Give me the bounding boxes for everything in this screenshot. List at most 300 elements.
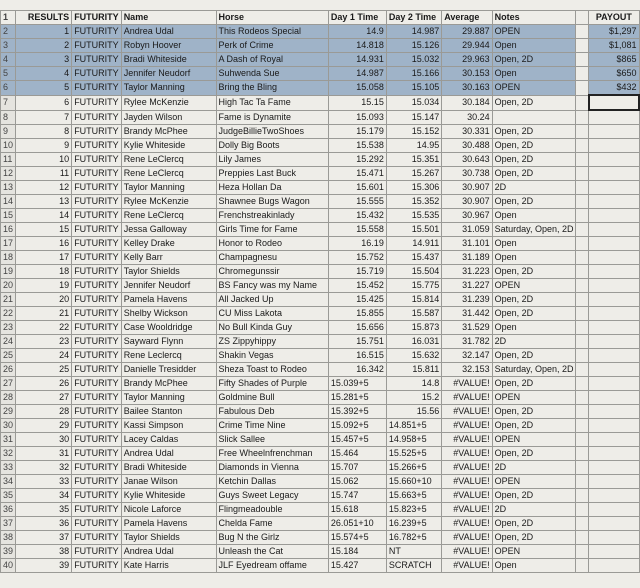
day1-time-cell[interactable]: 15.092+5 [328,419,386,433]
row-number-cell[interactable]: 13 [1,181,16,195]
average-cell[interactable]: 31.529 [442,321,492,335]
average-cell[interactable]: 30.907 [442,195,492,209]
notes-cell[interactable]: Open, 2D [492,447,576,461]
average-cell[interactable]: 31.223 [442,265,492,279]
result-place-cell[interactable]: 28 [16,405,72,419]
horse-cell[interactable]: Bring the Bling [216,81,328,96]
average-cell[interactable]: 30.153 [442,67,492,81]
futurity-cell[interactable]: FUTURITY [72,391,122,405]
horse-cell[interactable]: Unleash the Cat [216,545,328,559]
name-cell[interactable]: Kassi Simpson [121,419,216,433]
payout-cell[interactable]: $1,081 [589,39,639,53]
notes-cell[interactable]: Open, 2D [492,405,576,419]
futurity-cell[interactable]: FUTURITY [72,139,122,153]
name-cell[interactable]: Kate Harris [121,559,216,573]
name-cell[interactable]: Jennifer Neudorf [121,279,216,293]
name-cell[interactable]: Rylee McKenzie [121,95,216,110]
futurity-cell[interactable]: FUTURITY [72,251,122,265]
notes-cell[interactable]: Open, 2D [492,531,576,545]
average-cell[interactable]: 30.24 [442,110,492,125]
day1-time-cell[interactable]: 26.051+10 [328,517,386,531]
average-cell[interactable]: 30.331 [442,125,492,139]
row-number-cell[interactable]: 34 [1,475,16,489]
futurity-cell[interactable]: FUTURITY [72,335,122,349]
name-cell[interactable]: Janae Wilson [121,475,216,489]
notes-cell[interactable]: Open [492,559,576,573]
day2-header[interactable]: Day 2 Time [386,11,441,25]
notes-cell[interactable]: Open, 2D [492,195,576,209]
day2-time-cell[interactable]: 16.239+5 [386,517,441,531]
average-cell[interactable]: 31.227 [442,279,492,293]
payout-cell[interactable] [589,237,639,251]
notes-cell[interactable]: OPEN [492,475,576,489]
row-number-cell[interactable]: 19 [1,265,16,279]
average-cell[interactable]: 30.163 [442,81,492,96]
futurity-cell[interactable]: FUTURITY [72,559,122,573]
futurity-cell[interactable]: FUTURITY [72,503,122,517]
horse-cell[interactable]: Heza Hollan Da [216,181,328,195]
row-number-cell[interactable]: 15 [1,209,16,223]
result-place-cell[interactable]: 17 [16,251,72,265]
row-number-cell[interactable]: 23 [1,321,16,335]
average-cell[interactable]: 30.643 [442,153,492,167]
result-place-cell[interactable]: 11 [16,167,72,181]
payout-cell[interactable] [589,195,639,209]
day1-time-cell[interactable]: 15.747 [328,489,386,503]
day1-time-cell[interactable]: 15.855 [328,307,386,321]
name-cell[interactable]: Andrea Udal [121,25,216,39]
day1-time-cell[interactable]: 15.039+5 [328,377,386,391]
result-place-cell[interactable]: 34 [16,489,72,503]
result-place-cell[interactable]: 15 [16,223,72,237]
horse-cell[interactable]: Crime Time Nine [216,419,328,433]
payout-cell[interactable]: $650 [589,67,639,81]
day2-time-cell[interactable]: 15.105 [386,81,441,96]
day2-time-cell[interactable]: NT [386,545,441,559]
day2-time-cell[interactable]: 15.147 [386,110,441,125]
day1-time-cell[interactable]: 14.931 [328,53,386,67]
payout-cell[interactable] [589,181,639,195]
day2-time-cell[interactable]: 15.504 [386,265,441,279]
futurity-cell[interactable]: FUTURITY [72,349,122,363]
payout-cell[interactable] [589,125,639,139]
day2-time-cell[interactable]: 15.032 [386,53,441,67]
name-cell[interactable]: Bradi Whiteside [121,461,216,475]
name-cell[interactable]: Robyn Hoover [121,39,216,53]
horse-cell[interactable]: Slick Sallee [216,433,328,447]
notes-cell[interactable]: Open, 2D [492,517,576,531]
day1-time-cell[interactable]: 15.558 [328,223,386,237]
day2-time-cell[interactable]: 15.587 [386,307,441,321]
result-place-cell[interactable]: 31 [16,447,72,461]
row-number-cell[interactable]: 10 [1,139,16,153]
horse-cell[interactable]: Perk of Crime [216,39,328,53]
day2-time-cell[interactable]: 16.031 [386,335,441,349]
futurity-cell[interactable]: FUTURITY [72,307,122,321]
result-place-cell[interactable]: 23 [16,335,72,349]
futurity-cell[interactable]: FUTURITY [72,53,122,67]
name-cell[interactable]: Taylor Manning [121,391,216,405]
result-place-cell[interactable]: 32 [16,461,72,475]
row-number-cell[interactable]: 9 [1,125,16,139]
day2-time-cell[interactable]: SCRATCH [386,559,441,573]
name-cell[interactable]: Pamela Havens [121,293,216,307]
notes-cell[interactable]: Saturday, Open, 2D [492,363,576,377]
payout-cell[interactable] [589,321,639,335]
notes-cell[interactable]: OPEN [492,433,576,447]
payout-cell[interactable]: $432 [589,81,639,96]
row-number-cell[interactable]: 28 [1,391,16,405]
futurity-cell[interactable]: FUTURITY [72,377,122,391]
day2-time-cell[interactable]: 14.958+5 [386,433,441,447]
name-cell[interactable]: Jessa Galloway [121,223,216,237]
average-cell[interactable]: 31.442 [442,307,492,321]
name-cell[interactable]: Andrea Udal [121,545,216,559]
day1-time-cell[interactable]: 15.058 [328,81,386,96]
futurity-cell[interactable]: FUTURITY [72,110,122,125]
futurity-header[interactable]: FUTURITY [72,11,122,25]
day2-time-cell[interactable]: 15.266+5 [386,461,441,475]
notes-cell[interactable]: Open, 2D [492,307,576,321]
notes-cell[interactable]: Open, 2D [492,53,576,67]
horse-cell[interactable]: Shawnee Bugs Wagon [216,195,328,209]
average-cell[interactable]: #VALUE! [442,419,492,433]
notes-cell[interactable]: 2D [492,335,576,349]
notes-cell[interactable]: Open [492,209,576,223]
result-place-cell[interactable]: 14 [16,209,72,223]
average-cell[interactable]: 29.963 [442,53,492,67]
name-cell[interactable]: Shelby Wickson [121,307,216,321]
day1-time-cell[interactable]: 15.427 [328,559,386,573]
futurity-cell[interactable]: FUTURITY [72,209,122,223]
row-number-cell[interactable]: 33 [1,461,16,475]
name-cell[interactable]: Rylee McKenzie [121,195,216,209]
average-cell[interactable]: 31.239 [442,293,492,307]
horse-cell[interactable]: Girls Time for Fame [216,223,328,237]
average-cell[interactable]: 31.059 [442,223,492,237]
notes-cell[interactable]: Open, 2D [492,349,576,363]
futurity-cell[interactable]: FUTURITY [72,545,122,559]
result-place-cell[interactable]: 5 [16,81,72,96]
futurity-cell[interactable]: FUTURITY [72,237,122,251]
payout-cell[interactable] [589,307,639,321]
name-cell[interactable]: Kelly Barr [121,251,216,265]
row-number-cell[interactable]: 30 [1,419,16,433]
name-cell[interactable]: Danielle Tresidder [121,363,216,377]
result-place-cell[interactable]: 1 [16,25,72,39]
name-cell[interactable]: Jennifer Neudorf [121,67,216,81]
row-number-cell[interactable]: 11 [1,153,16,167]
futurity-cell[interactable]: FUTURITY [72,321,122,335]
payout-cell[interactable] [589,545,639,559]
row-number-cell[interactable]: 2 [1,25,16,39]
day2-time-cell[interactable]: 15.660+10 [386,475,441,489]
horse-cell[interactable]: Sheza Toast to Rodeo [216,363,328,377]
futurity-cell[interactable]: FUTURITY [72,461,122,475]
day2-time-cell[interactable]: 14.95 [386,139,441,153]
notes-cell[interactable]: Open, 2D [492,377,576,391]
horse-cell[interactable]: Frenchstreakinlady [216,209,328,223]
horse-cell[interactable]: Chelda Fame [216,517,328,531]
average-cell[interactable]: #VALUE! [442,545,492,559]
average-cell[interactable]: #VALUE! [442,391,492,405]
day2-time-cell[interactable]: 15.306 [386,181,441,195]
result-place-cell[interactable]: 13 [16,195,72,209]
horse-cell[interactable]: Bug N the Girlz [216,531,328,545]
result-place-cell[interactable]: 37 [16,531,72,545]
row-number-cell[interactable]: 6 [1,81,16,96]
average-cell[interactable]: 29.944 [442,39,492,53]
futurity-cell[interactable]: FUTURITY [72,531,122,545]
notes-cell[interactable]: Open, 2D [492,265,576,279]
payout-cell[interactable] [589,335,639,349]
payout-cell[interactable] [589,559,639,573]
notes-cell[interactable]: OPEN [492,25,576,39]
payout-cell[interactable] [589,110,639,125]
day1-header[interactable]: Day 1 Time [328,11,386,25]
payout-cell[interactable] [589,419,639,433]
row-number-cell[interactable]: 12 [1,167,16,181]
payout-cell[interactable] [589,377,639,391]
average-cell[interactable]: 31.782 [442,335,492,349]
payout-cell[interactable] [589,531,639,545]
average-cell[interactable]: #VALUE! [442,405,492,419]
notes-cell[interactable]: 2D [492,181,576,195]
result-place-cell[interactable]: 25 [16,363,72,377]
average-cell[interactable]: 30.907 [442,181,492,195]
futurity-cell[interactable]: FUTURITY [72,293,122,307]
row-number-cell[interactable]: 37 [1,517,16,531]
horse-cell[interactable]: ZS Zippyhippy [216,335,328,349]
notes-cell[interactable]: Open, 2D [492,489,576,503]
row-number-cell[interactable]: 4 [1,53,16,67]
result-place-cell[interactable]: 18 [16,265,72,279]
day1-time-cell[interactable]: 15.555 [328,195,386,209]
payout-cell[interactable] [589,517,639,531]
notes-cell[interactable]: Open, 2D [492,153,576,167]
futurity-cell[interactable]: FUTURITY [72,265,122,279]
horse-cell[interactable]: No Bull Kinda Guy [216,321,328,335]
result-place-cell[interactable]: 12 [16,181,72,195]
average-cell[interactable]: #VALUE! [442,517,492,531]
result-place-cell[interactable]: 36 [16,517,72,531]
day1-time-cell[interactable]: 15.281+5 [328,391,386,405]
result-place-cell[interactable]: 10 [16,153,72,167]
futurity-cell[interactable]: FUTURITY [72,181,122,195]
result-place-cell[interactable]: 19 [16,279,72,293]
payout-cell[interactable] [589,167,639,181]
futurity-cell[interactable]: FUTURITY [72,405,122,419]
name-cell[interactable]: Rene LeClercq [121,153,216,167]
day2-time-cell[interactable]: 15.2 [386,391,441,405]
horse-cell[interactable]: Diamonds in Vienna [216,461,328,475]
futurity-cell[interactable]: FUTURITY [72,81,122,96]
notes-cell[interactable]: OPEN [492,81,576,96]
average-cell[interactable]: 31.101 [442,237,492,251]
day2-time-cell[interactable]: 15.873 [386,321,441,335]
row-number-cell[interactable]: 1 [1,11,16,25]
name-cell[interactable]: Sayward Flynn [121,335,216,349]
day1-time-cell[interactable]: 15.179 [328,125,386,139]
result-place-cell[interactable]: 38 [16,545,72,559]
notes-cell[interactable]: Open [492,39,576,53]
horse-cell[interactable]: Ketchin Dallas [216,475,328,489]
day2-time-cell[interactable]: 15.535 [386,209,441,223]
day2-time-cell[interactable]: 15.166 [386,67,441,81]
day2-time-cell[interactable]: 15.814 [386,293,441,307]
horse-cell[interactable]: Flingmeadouble [216,503,328,517]
row-number-cell[interactable]: 29 [1,405,16,419]
notes-cell[interactable]: Open [492,251,576,265]
day1-time-cell[interactable]: 14.818 [328,39,386,53]
day2-time-cell[interactable]: 15.56 [386,405,441,419]
payout-cell[interactable] [589,279,639,293]
name-cell[interactable]: Rene LeClercq [121,167,216,181]
result-place-cell[interactable]: 4 [16,67,72,81]
notes-header[interactable]: Notes [492,11,576,25]
futurity-cell[interactable]: FUTURITY [72,195,122,209]
row-number-cell[interactable]: 18 [1,251,16,265]
row-number-cell[interactable]: 35 [1,489,16,503]
result-place-cell[interactable]: 39 [16,559,72,573]
futurity-cell[interactable]: FUTURITY [72,489,122,503]
payout-cell[interactable] [589,223,639,237]
name-cell[interactable]: Kylie Whiteside [121,139,216,153]
average-cell[interactable]: 31.189 [442,251,492,265]
futurity-cell[interactable]: FUTURITY [72,67,122,81]
name-header[interactable]: Name [121,11,216,25]
futurity-cell[interactable]: FUTURITY [72,363,122,377]
horse-cell[interactable]: Goldmine Bull [216,391,328,405]
horse-cell[interactable]: Shakin Vegas [216,349,328,363]
day2-time-cell[interactable]: 14.8 [386,377,441,391]
result-place-cell[interactable]: 3 [16,53,72,67]
result-place-cell[interactable]: 29 [16,419,72,433]
day1-time-cell[interactable]: 15.471 [328,167,386,181]
notes-cell[interactable]: Open, 2D [492,167,576,181]
horse-cell[interactable]: Free Wheelnfrenchman [216,447,328,461]
day2-time-cell[interactable]: 16.782+5 [386,531,441,545]
row-number-cell[interactable]: 32 [1,447,16,461]
futurity-cell[interactable]: FUTURITY [72,433,122,447]
name-cell[interactable]: Rene Leclercq [121,349,216,363]
name-cell[interactable]: Jayden Wilson [121,110,216,125]
day2-time-cell[interactable]: 15.775 [386,279,441,293]
notes-cell[interactable]: Open, 2D [492,95,576,110]
day1-time-cell[interactable]: 14.9 [328,25,386,39]
horse-cell[interactable]: JLF Eyedream offame [216,559,328,573]
row-number-cell[interactable]: 17 [1,237,16,251]
payout-cell[interactable] [589,363,639,377]
result-place-cell[interactable]: 33 [16,475,72,489]
horse-cell[interactable]: Fame is Dynamite [216,110,328,125]
notes-cell[interactable]: Open, 2D [492,139,576,153]
result-place-cell[interactable]: 35 [16,503,72,517]
result-place-cell[interactable]: 9 [16,139,72,153]
horse-cell[interactable]: Dolly Big Boots [216,139,328,153]
name-cell[interactable]: Bradi Whiteside [121,53,216,67]
name-cell[interactable]: Case Wooldridge [121,321,216,335]
notes-cell[interactable]: Open [492,67,576,81]
horse-cell[interactable]: JudgeBillieTwoShoes [216,125,328,139]
day2-time-cell[interactable]: 14.987 [386,25,441,39]
notes-cell[interactable]: 2D [492,461,576,475]
row-number-cell[interactable]: 21 [1,293,16,307]
payout-header[interactable]: PAYOUT [589,11,639,25]
payout-cell[interactable] [589,139,639,153]
row-number-cell[interactable]: 25 [1,349,16,363]
result-place-cell[interactable]: 6 [16,95,72,110]
average-cell[interactable]: 30.184 [442,95,492,110]
day2-time-cell[interactable]: 15.126 [386,39,441,53]
day1-time-cell[interactable]: 15.184 [328,545,386,559]
notes-cell[interactable]: OPEN [492,545,576,559]
day2-time-cell[interactable]: 15.823+5 [386,503,441,517]
day1-time-cell[interactable]: 15.719 [328,265,386,279]
row-number-cell[interactable]: 39 [1,545,16,559]
horse-cell[interactable]: Lily James [216,153,328,167]
payout-cell[interactable] [589,447,639,461]
payout-cell[interactable] [589,349,639,363]
horse-cell[interactable]: Chromegunssir [216,265,328,279]
notes-cell[interactable]: OPEN [492,279,576,293]
row-number-cell[interactable]: 20 [1,279,16,293]
day2-time-cell[interactable]: 14.911 [386,237,441,251]
futurity-cell[interactable]: FUTURITY [72,125,122,139]
day1-time-cell[interactable]: 15.707 [328,461,386,475]
day1-time-cell[interactable]: 15.618 [328,503,386,517]
average-cell[interactable]: #VALUE! [442,475,492,489]
notes-cell[interactable]: Open [492,321,576,335]
row-number-cell[interactable]: 36 [1,503,16,517]
payout-cell[interactable] [589,489,639,503]
row-number-cell[interactable]: 27 [1,377,16,391]
day2-time-cell[interactable]: 15.352 [386,195,441,209]
average-cell[interactable]: #VALUE! [442,559,492,573]
result-place-cell[interactable]: 21 [16,307,72,321]
name-cell[interactable]: Lacey Caldas [121,433,216,447]
average-cell[interactable]: #VALUE! [442,489,492,503]
horse-cell[interactable]: BS Fancy was my Name [216,279,328,293]
notes-cell[interactable]: Open, 2D [492,419,576,433]
horse-cell[interactable]: Champagnesu [216,251,328,265]
notes-cell[interactable]: OPEN [492,391,576,405]
name-cell[interactable]: Andrea Udal [121,447,216,461]
notes-cell[interactable]: Open [492,237,576,251]
average-cell[interactable]: 32.153 [442,363,492,377]
day2-time-cell[interactable]: 14.851+5 [386,419,441,433]
name-cell[interactable]: Bailee Stanton [121,405,216,419]
day1-time-cell[interactable]: 16.19 [328,237,386,251]
futurity-cell[interactable]: FUTURITY [72,95,122,110]
futurity-cell[interactable]: FUTURITY [72,517,122,531]
futurity-cell[interactable]: FUTURITY [72,447,122,461]
result-place-cell[interactable]: 8 [16,125,72,139]
day2-time-cell[interactable]: 15.152 [386,125,441,139]
result-place-cell[interactable]: 30 [16,433,72,447]
name-cell[interactable]: Taylor Manning [121,81,216,96]
horse-header[interactable]: Horse [216,11,328,25]
result-place-cell[interactable]: 27 [16,391,72,405]
payout-cell[interactable] [589,433,639,447]
row-number-cell[interactable]: 38 [1,531,16,545]
average-cell[interactable]: 30.738 [442,167,492,181]
row-number-cell[interactable]: 16 [1,223,16,237]
horse-cell[interactable]: Guys Sweet Legacy [216,489,328,503]
day2-time-cell[interactable]: 15.267 [386,167,441,181]
row-number-cell[interactable]: 8 [1,110,16,125]
name-cell[interactable]: Taylor Shields [121,531,216,545]
